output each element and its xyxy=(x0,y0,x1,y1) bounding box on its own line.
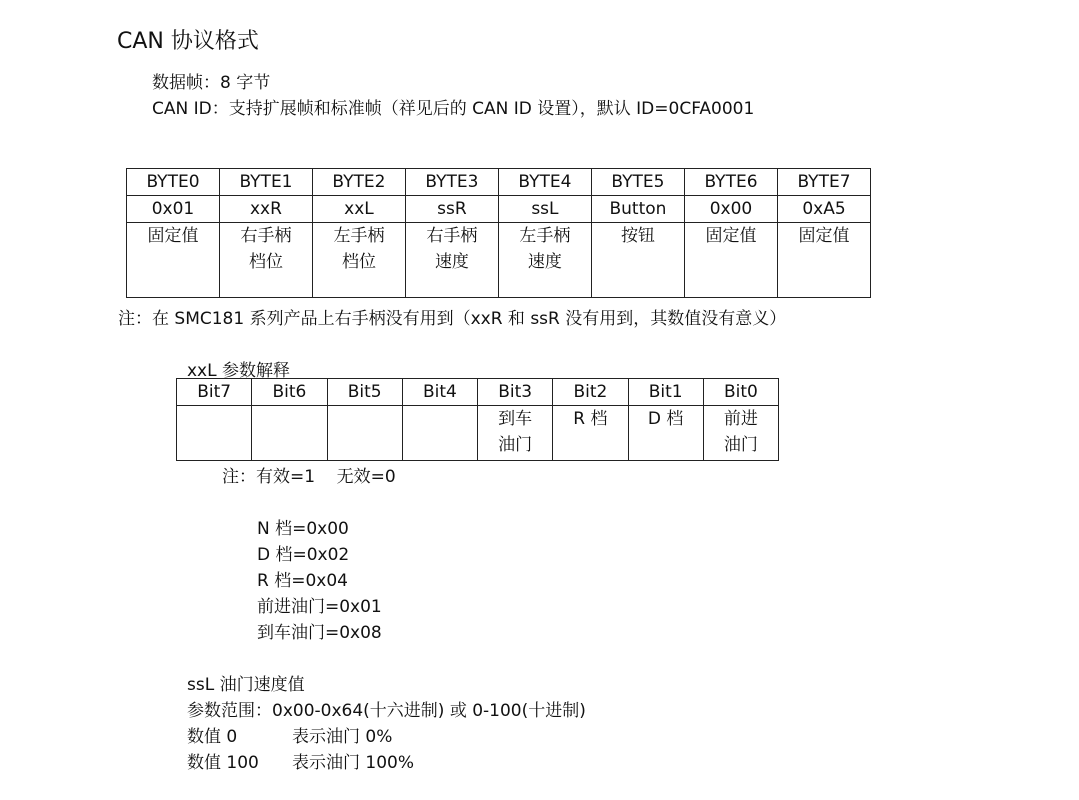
byte-description: 按钮 xyxy=(591,223,684,298)
bit-description xyxy=(327,406,402,461)
bit-description: 到车 油门 xyxy=(478,406,553,461)
bit-header: Bit7 xyxy=(177,379,252,406)
ssl-example-desc: 表示油门 100% xyxy=(292,753,415,773)
byte-header: BYTE2 xyxy=(312,169,405,196)
byte-description: 右手柄 速度 xyxy=(405,223,498,298)
byte-table xyxy=(126,168,871,298)
byte-value: 0x01 xyxy=(127,196,220,223)
bit-header: Bit5 xyxy=(327,379,402,406)
can-id-line: CAN ID：支持扩展帧和标准帧（祥见后的 CAN ID 设置），默认 ID=0CFA0001 xyxy=(152,99,755,119)
bit-header: Bit1 xyxy=(628,379,703,406)
byte-description: 固定值 xyxy=(685,223,778,298)
byte-header: BYTE7 xyxy=(777,169,870,196)
byte-value: ssR xyxy=(405,196,498,223)
byte-table-value-row xyxy=(127,196,871,223)
byte-description: 固定值 xyxy=(777,223,870,298)
bit-description: R 档 xyxy=(553,406,628,461)
byte-description: 左手柄 速度 xyxy=(498,223,591,298)
byte-value: ssL xyxy=(498,196,591,223)
bit-table-header-row xyxy=(177,379,779,406)
gear-value-r: R 档=0x04 xyxy=(257,571,348,591)
note-right-handle: 注：在 SMC181 系列产品上右手柄没有用到（xxR 和 ssR 没有用到，其数值没有意义） xyxy=(118,309,787,329)
ssl-range: 参数范围：0x00-0x64(十六进制) 或 0-100(十进制) xyxy=(187,701,586,721)
byte-header: BYTE4 xyxy=(498,169,591,196)
bit-header: Bit6 xyxy=(252,379,327,406)
page-title: CAN 协议格式 xyxy=(117,29,259,54)
byte-value: 0x00 xyxy=(685,196,778,223)
bit-description xyxy=(252,406,327,461)
byte-description: 右手柄 档位 xyxy=(219,223,312,298)
byte-header: BYTE3 xyxy=(405,169,498,196)
note-valid-invalid: 注：有效=1 无效=0 xyxy=(222,467,396,487)
ssl-section-title: ssL 油门速度值 xyxy=(187,675,305,695)
byte-description: 左手柄 档位 xyxy=(312,223,405,298)
ssl-example-desc: 表示油门 0% xyxy=(292,727,393,747)
byte-value: xxR xyxy=(219,196,312,223)
bit-description xyxy=(402,406,477,461)
gear-value-reverse-throttle: 到车油门=0x08 xyxy=(257,623,382,643)
byte-value: Button xyxy=(591,196,684,223)
gear-value-forward-throttle: 前进油门=0x01 xyxy=(257,597,382,617)
bit-description: 前进 油门 xyxy=(703,406,778,461)
byte-value: 0xA5 xyxy=(777,196,870,223)
gear-value-n: N 档=0x00 xyxy=(257,519,349,539)
bit-header: Bit0 xyxy=(703,379,778,406)
ssl-example-label: 数值 0 xyxy=(187,727,238,747)
bit-header: Bit2 xyxy=(553,379,628,406)
xxl-section-title: xxL 参数解释 xyxy=(187,361,290,381)
byte-value: xxL xyxy=(312,196,405,223)
byte-table-description-row xyxy=(127,223,871,298)
byte-table-header-row xyxy=(127,169,871,196)
data-frame-line: 数据帧：8 字节 xyxy=(152,73,271,93)
bit-description xyxy=(177,406,252,461)
byte-header: BYTE0 xyxy=(127,169,220,196)
bit-table xyxy=(176,378,779,461)
bit-description: D 档 xyxy=(628,406,703,461)
byte-description: 固定值 xyxy=(127,223,220,298)
byte-header: BYTE5 xyxy=(591,169,684,196)
bit-header: Bit3 xyxy=(478,379,553,406)
ssl-example-label: 数值 100 xyxy=(187,753,259,773)
bit-table-description-row xyxy=(177,406,779,461)
gear-value-d: D 档=0x02 xyxy=(257,545,350,565)
byte-header: BYTE6 xyxy=(685,169,778,196)
byte-header: BYTE1 xyxy=(219,169,312,196)
bit-header: Bit4 xyxy=(402,379,477,406)
